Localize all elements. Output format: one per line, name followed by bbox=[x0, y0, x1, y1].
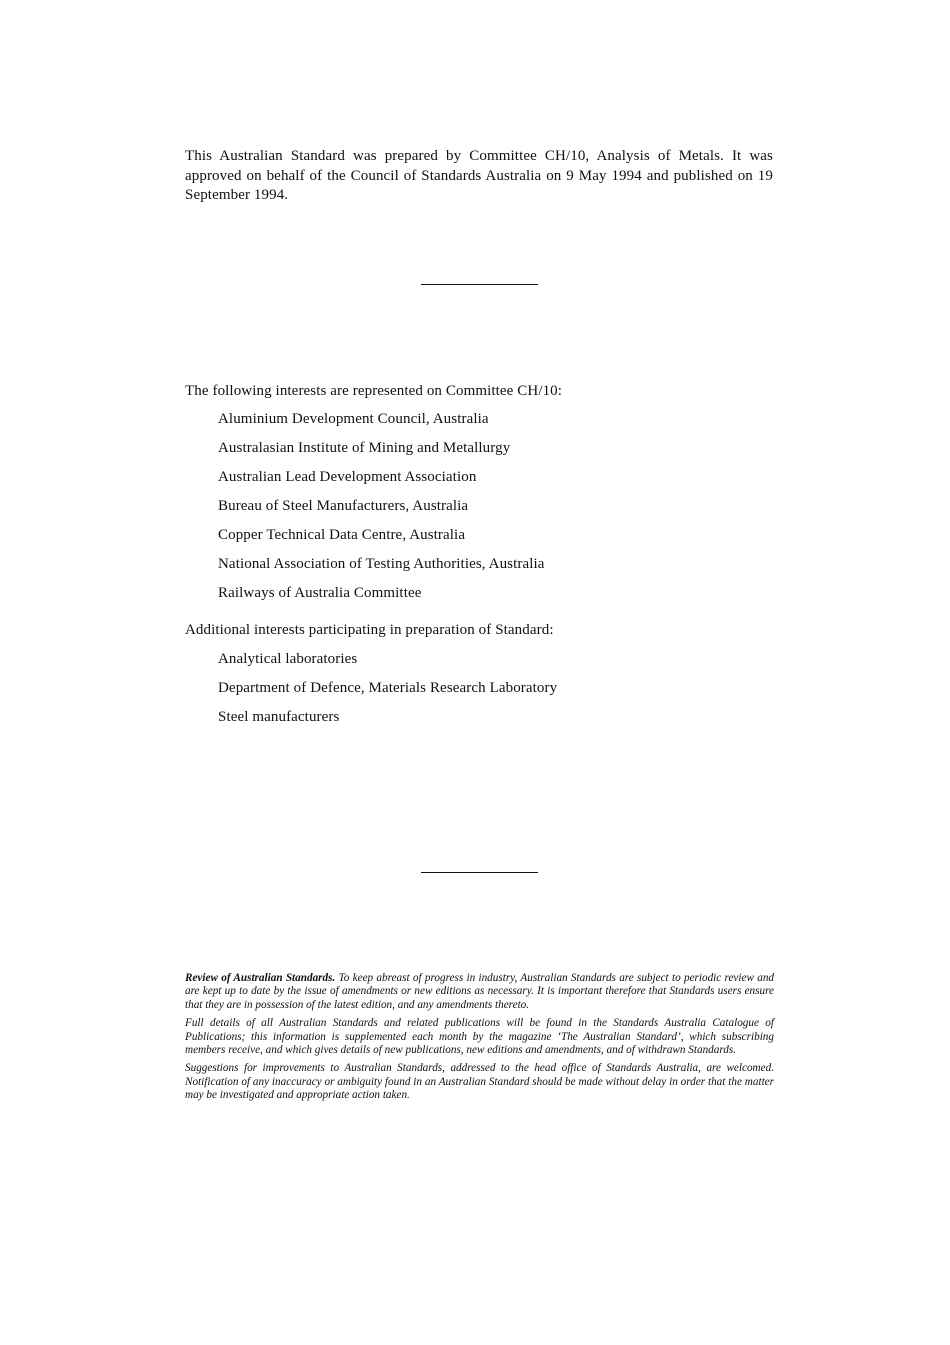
committee-member-item: Australasian Institute of Mining and Metallurgy bbox=[218, 440, 511, 456]
committee-member-item: National Association of Testing Authorities, Australia bbox=[218, 556, 545, 572]
additional-interest-item: Analytical laboratories bbox=[218, 651, 358, 667]
catalogue-note-paragraph: Full details of all Australian Standards and related publications will be found in the Standards Australia Catalogue of Publications; this information is supplemented each month by the magazine ‘The Australian Standard’, which subscribing members receive, and which gives details of new publications, new editions and amendments, and of withdrawn Standards. bbox=[185, 1017, 774, 1057]
committee-member-item: Bureau of Steel Manufacturers, Australia bbox=[218, 498, 469, 514]
review-notes bbox=[185, 972, 774, 1108]
additional-interests-heading: Additional interests participating in preparation of Standard: bbox=[185, 622, 554, 638]
committee-member-item: Copper Technical Data Centre, Australia bbox=[218, 527, 466, 543]
committee-member-list bbox=[185, 405, 785, 608]
committee-member-item: Railways of Australia Committee bbox=[218, 585, 422, 601]
additional-interest-item: Department of Defence, Materials Research Laboratory bbox=[218, 680, 558, 696]
committee-member-item: Aluminium Development Council, Australia bbox=[218, 411, 489, 427]
committee-interests-heading: The following interests are represented on Committee CH/10: bbox=[185, 383, 563, 399]
additional-interest-item: Steel manufacturers bbox=[218, 709, 340, 725]
review-note-lead: Review of Australian Standards. bbox=[185, 972, 336, 984]
additional-interests-list bbox=[185, 645, 557, 732]
preamble-paragraph: This Australian Standard was prepared by Committee CH/10, Analysis of Metals. It was approved on behalf of the Council of Standards Australia on 9 May 1994 and published on 19 September 1994. bbox=[185, 148, 773, 203]
section-divider bbox=[421, 872, 538, 873]
review-note-paragraph bbox=[185, 972, 774, 1012]
review-note-text: To keep abreast of progress in industry, Australian Standards are subject to periodic review and are kept up to date by the issue of amendments or new editions as necessary. It is important therefore that Standards users ensure that they are in possession of the latest edition, and any amendments thereto. bbox=[185, 972, 775, 1011]
section-divider bbox=[421, 284, 538, 285]
committee-interests-section bbox=[185, 381, 785, 613]
suggestions-note-paragraph: Suggestions for improvements to Australian Standards, addressed to the head office of Standards Australia, are welcomed. Notification of any inaccuracy or ambiguity found in an Australian Standard should be made without delay in order that the matter may be investigated and appropriate action taken. bbox=[185, 1062, 774, 1102]
committee-member-item: Australian Lead Development Association bbox=[218, 469, 477, 485]
